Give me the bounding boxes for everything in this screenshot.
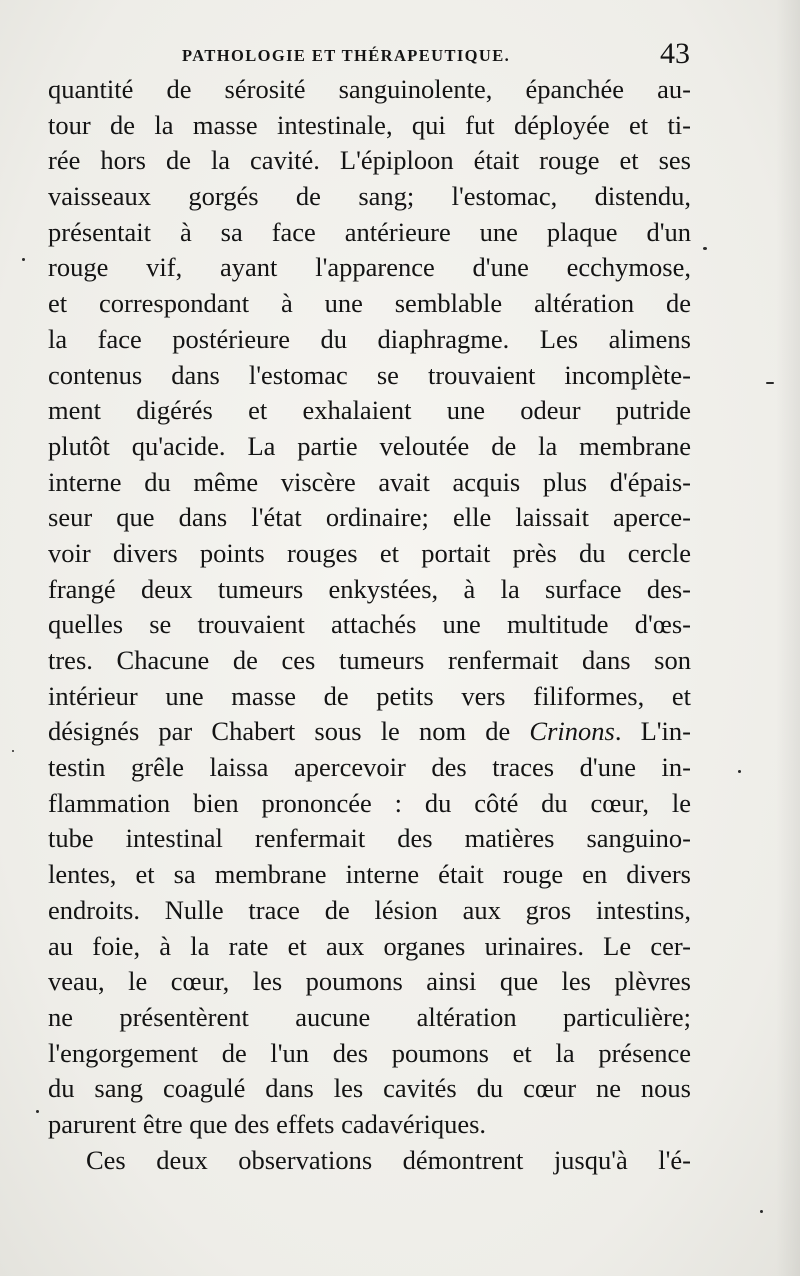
text-line: plutôt qu'acide. La partie veloutée de la membrane — [48, 430, 691, 461]
ink-speck — [760, 1210, 763, 1213]
text-line: intérieur une masse de petits vers filiformes, et — [48, 680, 691, 711]
text-line: flammation bien prononcée : du côté du cœur, le — [48, 787, 691, 818]
text-line: ne présentèrent aucune altération particulière; — [48, 1001, 691, 1032]
text-line: endroits. Nulle trace de lésion aux gros intestins, — [48, 894, 691, 925]
text-line: tour de la masse intestinale, qui fut déployée et ti- — [48, 109, 691, 140]
text-line: ment digérés et exhalaient une odeur putride — [48, 395, 691, 426]
text-line: rouge vif, ayant l'apparence d'une ecchymose, — [48, 252, 691, 283]
text-line: au foie, à la rate et aux organes urinaires. Le cer- — [48, 930, 691, 961]
ink-speck — [738, 770, 741, 773]
text-line: frangé deux tumeurs enkystées, à la surface des- — [48, 573, 691, 604]
text-line: interne du même viscère avait acquis plus d'épais- — [48, 466, 691, 497]
italic-term: Crinons — [529, 716, 615, 747]
text-line: tres. Chacune de ces tumeurs renfermait dans son — [48, 645, 691, 675]
text-line: seur que dans l'état ordinaire; elle laissait aperce- — [48, 502, 691, 533]
text-line: veau, le cœur, les poumons ainsi que les plèvres — [48, 966, 691, 997]
body-text — [48, 72, 691, 1178]
ink-speck — [766, 382, 774, 384]
page-edge-shadow — [776, 0, 800, 1276]
text-line: tube intestinal renfermait des matières sanguino- — [48, 823, 691, 854]
text-line: présentait à sa face antérieure une plaque d'un — [48, 216, 691, 247]
text-line: lentes, et sa membrane interne était rouge en divers — [48, 859, 691, 890]
text-line: l'engorgement de l'un des poumons et la présence — [48, 1037, 691, 1068]
ink-speck — [703, 247, 707, 250]
text-line: désignés par Chabert sous le nom de Crinons. L'in- — [48, 716, 691, 747]
text-line: quantité de sérosité sanguinolente, épanchée au- — [48, 74, 691, 104]
running-head: PATHOLOGIE ET THÉRAPEUTIQUE. — [182, 46, 511, 65]
text-line: la face postérieure du diaphragme. Les alimens — [48, 323, 691, 354]
text-line: rée hors de la cavité. L'épiploon était rouge et ses — [48, 145, 691, 176]
page-number: 43 — [660, 37, 690, 70]
ink-speck — [36, 1110, 39, 1113]
text-line: quelles se trouvaient attachés une multitude d'œs- — [48, 609, 691, 640]
text-line: et correspondant à une semblable altération de — [48, 288, 691, 319]
ink-speck — [22, 258, 25, 261]
text-line: testin grêle laissa apercevoir des traces d'une in- — [48, 752, 691, 783]
text-line: parurent être que des effets cadavériques. — [48, 1108, 487, 1139]
text-line: contenus dans l'estomac se trouvaient incomplète- — [48, 359, 691, 390]
text-line: Ces deux observations démontrent jusqu'à l'é- — [86, 1144, 691, 1175]
text-line: du sang coagulé dans les cavités du cœur ne nous — [48, 1073, 691, 1104]
text-line: voir divers points rouges et portait près du cercle — [48, 537, 691, 568]
ink-speck — [12, 750, 14, 752]
text-line: vaisseaux gorgés de sang; l'estomac, distendu, — [48, 181, 691, 212]
